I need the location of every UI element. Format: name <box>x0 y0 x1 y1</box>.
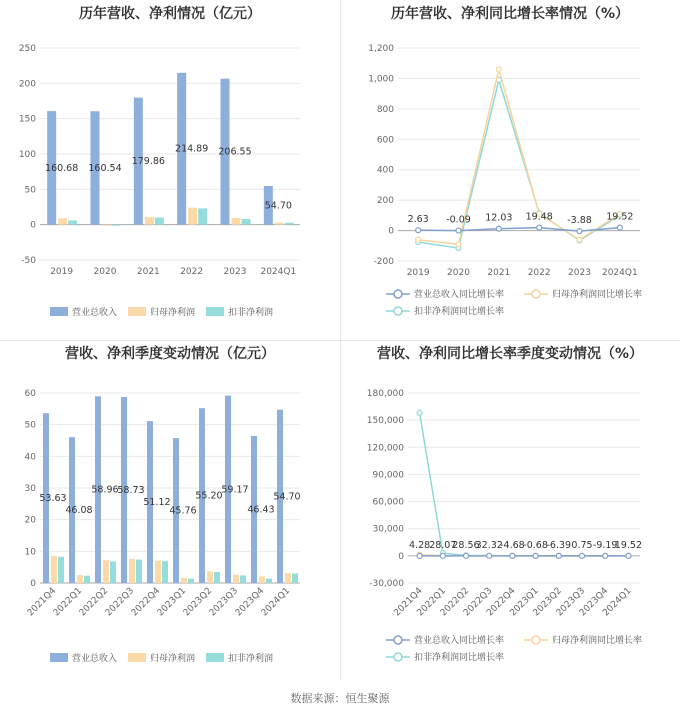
bar-deducted-profit <box>155 218 164 225</box>
data-label: 160.68 <box>45 162 79 174</box>
bar-deducted-profit <box>214 572 220 583</box>
bar-net-profit <box>77 575 83 583</box>
y-tick-label: 1,000 <box>368 74 394 85</box>
y-tick-label: 150 <box>18 114 36 125</box>
y-tick-label: 0 <box>398 551 404 562</box>
data-label: -9.19 <box>592 539 618 551</box>
x-tick-label: 2024Q1 <box>601 586 634 619</box>
y-tick-label: 100 <box>18 150 36 160</box>
series-point <box>417 410 422 415</box>
legend-marker <box>532 636 540 644</box>
series-point <box>417 553 422 558</box>
bar-net-profit <box>188 208 197 225</box>
quarterly-revenue-profit-chart <box>0 340 340 680</box>
bar-net-profit <box>207 571 213 583</box>
y-tick-label: 0 <box>30 220 36 231</box>
x-tick-label: 2019 <box>406 268 430 278</box>
chart-title: 历年营收、净利同比增长率情况（%） <box>390 6 630 22</box>
x-tick-label: 2023Q3 <box>207 586 241 619</box>
y-tick-label: 50 <box>24 420 36 431</box>
series-point <box>626 553 631 558</box>
y-tick-label: 20 <box>24 515 36 526</box>
legend-swatch <box>128 307 146 316</box>
series-point <box>487 553 492 558</box>
y-tick-label: 60 <box>24 389 36 399</box>
bar-net-profit <box>103 560 109 583</box>
x-tick-label: 2019 <box>50 267 74 277</box>
bar-deducted-profit <box>136 560 142 583</box>
y-tick-label: 1,200 <box>368 44 394 54</box>
data-label: -6.39 <box>546 539 572 551</box>
x-tick-label: 2020 <box>447 268 470 278</box>
bar-deducted-profit <box>110 561 116 583</box>
series-point <box>496 226 501 231</box>
y-tick-label: 200 <box>376 196 394 207</box>
quarterly-growth-rate-chart <box>340 340 680 680</box>
y-tick-label: 30 <box>24 484 36 494</box>
series-point <box>556 553 561 558</box>
series-point <box>456 228 461 233</box>
legend-marker <box>394 307 402 315</box>
series-point <box>577 237 582 242</box>
x-tick-label: 2023Q1 <box>508 586 541 619</box>
bar-deducted-profit <box>285 223 294 225</box>
data-label: -3.88 <box>567 215 592 227</box>
y-tick-label: 400 <box>376 165 394 176</box>
x-tick-label: 2023Q2 <box>181 586 215 619</box>
series-point <box>603 553 608 558</box>
series-point <box>533 553 538 558</box>
x-tick-label: 2023Q4 <box>233 586 267 619</box>
series-point <box>456 242 461 247</box>
y-tick-label: 150,000 <box>366 416 404 427</box>
y-tick-label: 800 <box>376 104 394 115</box>
data-label: 19.52 <box>606 211 634 223</box>
legend-swatch <box>50 307 68 316</box>
chart-title: 历年营收、净利情况（亿元） <box>79 6 261 22</box>
data-label: 19.48 <box>525 211 553 223</box>
x-tick-label: 2022Q3 <box>103 586 137 619</box>
series-point <box>496 67 501 72</box>
bar-deducted-profit <box>240 575 246 583</box>
y-tick-label: 50 <box>24 185 36 196</box>
bar-net-profit <box>275 223 284 225</box>
x-tick-label: 2023 <box>223 267 247 277</box>
bar-deducted-profit <box>198 208 207 224</box>
y-tick-label: 180,000 <box>366 389 404 399</box>
x-tick-label: 2023Q3 <box>554 586 588 619</box>
legend-label: 归母净利润同比增长率 <box>552 290 643 300</box>
data-source-note: 数据来源：恒生聚源 <box>290 692 390 705</box>
series-point <box>416 228 421 233</box>
bar-net-profit <box>285 573 291 583</box>
legend-label: 扣非净利润同比增长率 <box>414 653 505 663</box>
x-tick-label: 2024Q1 <box>260 267 297 277</box>
x-tick-label: 2022 <box>527 268 551 278</box>
x-tick-label: 2020 <box>93 267 117 277</box>
data-label: 55.20 <box>195 490 223 502</box>
data-label: 12.03 <box>485 212 513 224</box>
x-tick-label: 2023Q1 <box>155 586 189 619</box>
x-tick-label: 2021 <box>136 267 160 277</box>
data-label: 32.32 <box>475 539 503 551</box>
bar-net-profit <box>51 556 57 583</box>
bar-deducted-profit <box>112 225 121 226</box>
y-tick-label: 0 <box>30 579 36 589</box>
bar-net-profit <box>58 218 67 224</box>
data-label: -4.68 <box>500 539 525 551</box>
annual-revenue-profit-chart <box>0 0 340 340</box>
x-tick-label: 2022Q3 <box>461 586 495 619</box>
data-label: 28.07 <box>429 539 457 551</box>
legend-label: 扣非净利润 <box>228 654 274 664</box>
y-tick-label: 0 <box>388 226 394 237</box>
legend-swatch <box>206 307 224 316</box>
x-tick-label: 2024Q1 <box>259 586 293 619</box>
data-label: 54.70 <box>264 200 292 212</box>
series-point <box>617 225 622 230</box>
y-tick-label: 120,000 <box>366 443 404 454</box>
data-label: 59.17 <box>221 484 249 496</box>
data-label: 4.28 <box>409 539 431 551</box>
bar-net-profit <box>102 225 111 226</box>
x-tick-label: 2022Q1 <box>415 586 448 619</box>
series-point <box>416 237 421 242</box>
x-tick-label: 2022 <box>180 267 204 277</box>
data-label: -0.68 <box>523 539 548 551</box>
series-point <box>440 553 445 558</box>
data-label: 58.96 <box>91 484 119 496</box>
bar-net-profit <box>233 575 239 583</box>
legend-label: 扣非净利润同比增长率 <box>414 307 505 317</box>
legend-marker <box>532 290 540 298</box>
data-label: 0.75 <box>571 539 593 551</box>
x-tick-label: 2023Q2 <box>531 586 564 619</box>
legend-marker <box>394 290 402 298</box>
data-label: 28.56 <box>452 539 480 551</box>
data-label: 45.76 <box>169 505 197 517</box>
legend-marker <box>394 636 402 644</box>
y-tick-label: -50 <box>21 256 36 266</box>
data-label: 51.12 <box>143 497 171 509</box>
data-label: 19.52 <box>614 539 643 551</box>
data-label: 2.63 <box>407 214 429 226</box>
x-tick-label: 2021Q4 <box>25 586 59 619</box>
y-tick-label: 60,000 <box>372 497 404 508</box>
legend-label: 归母净利润 <box>150 654 196 664</box>
x-tick-label: 2022Q1 <box>51 586 85 619</box>
legend-swatch <box>206 653 224 662</box>
x-tick-label: 2022Q2 <box>77 586 111 619</box>
data-label: 54.70 <box>273 491 301 503</box>
chart-title: 营收、净利同比增长率季度变动情况（%） <box>376 346 644 362</box>
bar-net-profit <box>181 578 187 583</box>
x-tick-label: 2022Q4 <box>129 586 163 619</box>
data-label: 179.86 <box>131 156 165 168</box>
data-label: 46.43 <box>247 504 275 516</box>
series-point <box>464 553 469 558</box>
x-tick-label: 2022Q2 <box>438 586 472 619</box>
legend-label: 营业总收入 <box>72 654 118 664</box>
legend-label: 扣非净利润 <box>228 308 274 318</box>
series-point <box>537 225 542 230</box>
bar-deducted-profit <box>84 576 90 583</box>
bar-net-profit <box>129 559 135 583</box>
bar-deducted-profit <box>266 579 272 583</box>
legend-label: 营业总收入同比增长率 <box>414 636 505 646</box>
x-tick-label: 2021Q4 <box>392 586 425 619</box>
legend-marker <box>394 653 402 661</box>
y-tick-label: 200 <box>18 79 36 90</box>
y-tick-label: 250 <box>18 44 36 54</box>
bar-net-profit <box>145 217 154 225</box>
data-label: -0.09 <box>446 214 471 226</box>
bar-deducted-profit <box>242 219 251 225</box>
chart-title: 营收、净利季度变动情况（亿元） <box>65 346 275 362</box>
bar-deducted-profit <box>292 574 298 584</box>
x-tick-label: 2023Q4 <box>577 586 611 619</box>
series-line <box>420 413 629 556</box>
legend-swatch <box>128 653 146 662</box>
series-point <box>580 553 585 558</box>
legend-label: 营业总收入 <box>72 308 118 318</box>
y-tick-label: -30,000 <box>369 579 404 589</box>
bar-net-profit <box>232 218 241 225</box>
x-tick-label: 2023 <box>568 268 591 278</box>
series-point <box>510 553 515 558</box>
legend-label: 营业总收入同比增长率 <box>414 290 505 300</box>
x-tick-label: 2024Q1 <box>601 268 638 278</box>
bar-deducted-profit <box>188 579 194 583</box>
data-label: 214.89 <box>175 143 209 155</box>
y-tick-label: 600 <box>376 135 394 146</box>
bar-deducted-profit <box>68 220 77 224</box>
y-tick-label: 10 <box>24 547 36 558</box>
annual-growth-rate-chart <box>340 0 680 340</box>
data-label: 46.08 <box>65 505 93 517</box>
x-tick-label: 2021 <box>487 268 511 278</box>
x-tick-label: 2022Q4 <box>485 586 518 619</box>
legend-label: 归母净利润同比增长率 <box>552 636 643 646</box>
bar-deducted-profit <box>162 561 168 583</box>
legend-label: 归母净利润 <box>150 308 196 318</box>
y-tick-label: 40 <box>24 452 36 463</box>
series-point <box>577 229 582 234</box>
y-tick-label: 30,000 <box>372 524 404 535</box>
data-label: 58.73 <box>117 485 145 497</box>
bar-net-profit <box>259 576 265 583</box>
bar-deducted-profit <box>58 557 64 583</box>
data-label: 206.55 <box>218 146 252 158</box>
data-label: 160.54 <box>88 162 122 174</box>
y-tick-label: -200 <box>373 257 394 267</box>
bar-net-profit <box>155 561 161 583</box>
legend-swatch <box>50 653 68 662</box>
y-tick-label: 90,000 <box>372 470 404 481</box>
data-label: 53.63 <box>39 493 67 505</box>
